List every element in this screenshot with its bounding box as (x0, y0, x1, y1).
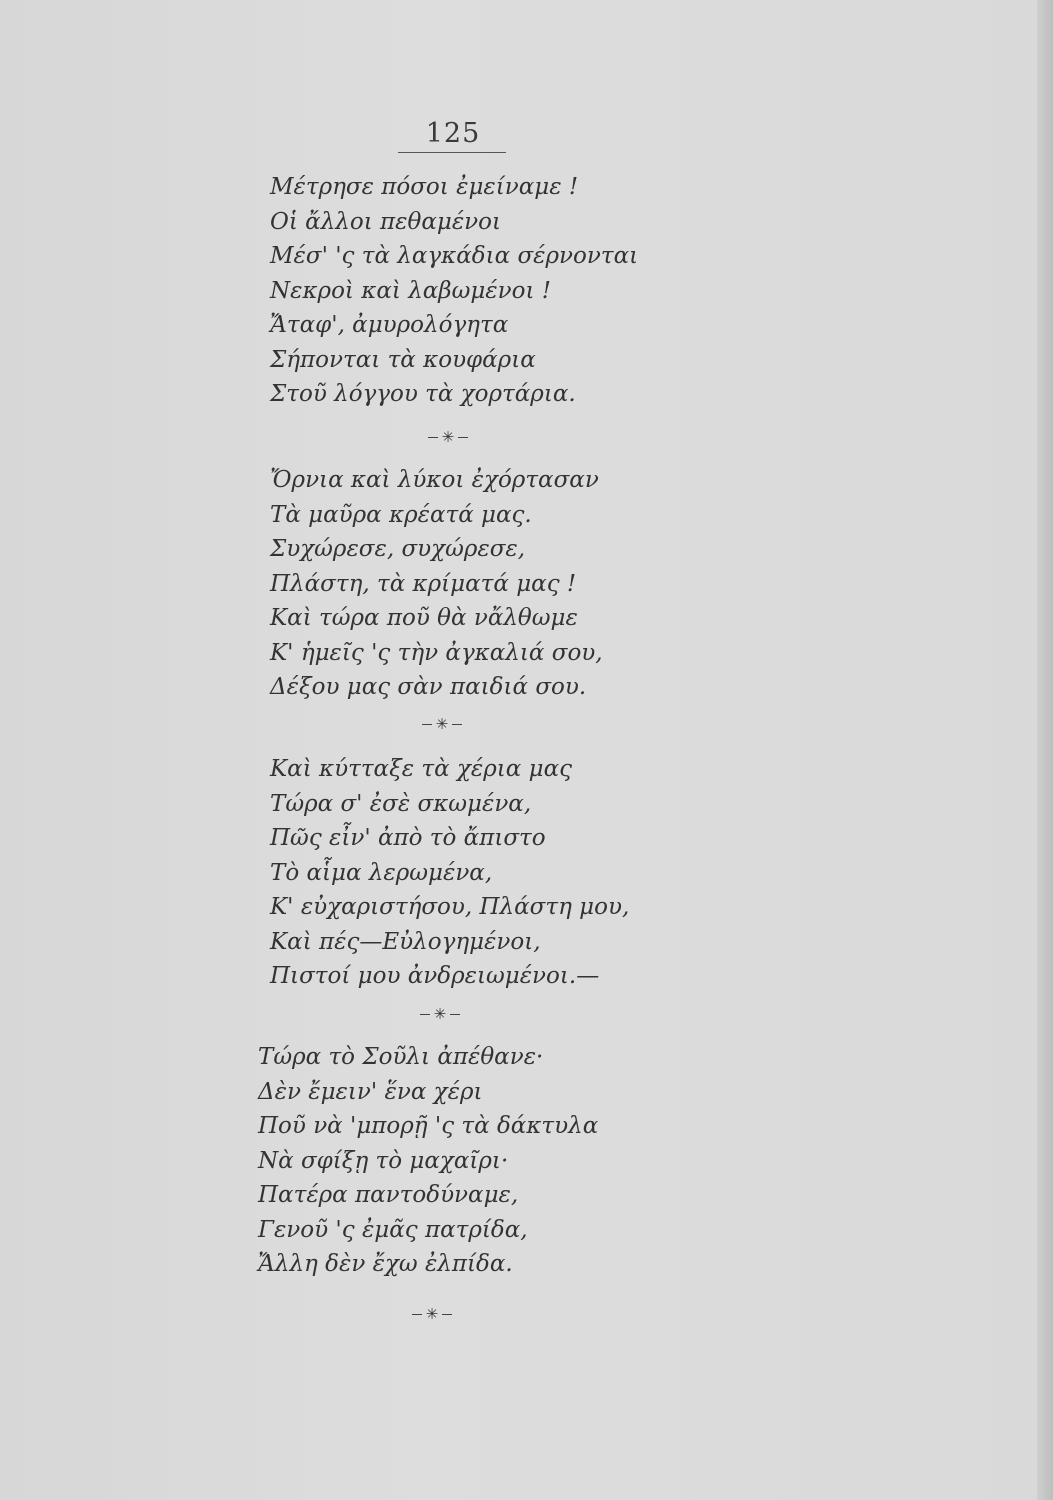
verse-line: Γενοῦ 'ς ἐμᾶς πατρίδα, (258, 1216, 528, 1243)
verse-line: Κ' ἡμεῖς 'ς τὴν ἀγκαλιά σου, (270, 639, 603, 666)
verse-line: Καὶ πές—Εὐλογημένοι, (270, 928, 541, 955)
verse-line: Δέξου μας σὰν παιδιά σου. (270, 674, 587, 700)
verse-line: Ἄταφ', ἀμυρολόγητα (270, 312, 509, 338)
verse-line: Ὄρνια καὶ λύκοι ἐχόρτασαν (270, 467, 599, 493)
verse-line: Τὸ αἷμα λερωμένα, (270, 859, 493, 886)
star-ornament: ✳ (422, 714, 462, 734)
verse-line: Πλάστη, τὰ κρίματά μας ! (270, 570, 577, 597)
verse-line: Πιστοί μου ἀνδρειωμένοι.— (270, 963, 600, 989)
verse-line: Τώρα τὸ Σοῦλι ἀπέθανε· (258, 1044, 544, 1070)
stanza-4 (258, 1040, 678, 1282)
verse-line: Συχώρεσε, συχώρεσε, (270, 536, 526, 562)
verse-line: Καὶ κύτταξε τὰ χέρια μας (270, 756, 572, 782)
star-ornament: ✳ (428, 427, 468, 447)
stanza-3 (270, 752, 690, 994)
page-number-rule (398, 152, 506, 153)
verse-line: Σήπονται τὰ κουφάρια (270, 346, 536, 373)
stanza-1 (270, 170, 690, 412)
page-edge (1037, 0, 1053, 1500)
verse-line: Καὶ τώρα ποῦ θὰ νἄλθωμε (270, 605, 578, 631)
verse-line: Νεκροὶ καὶ λαβωμένοι ! (270, 277, 552, 304)
verse-line: Οἱ ἄλλοι πεθαμένοι (270, 208, 502, 235)
verse-line: Νὰ σφίξῃ τὸ μαχαῖρι· (258, 1147, 509, 1174)
verse-line: Μέσ' 'ς τὰ λαγκάδια σέρνονται (270, 243, 639, 269)
verse-line: Πατέρα παντοδύναμε, (258, 1182, 519, 1208)
page-number: 125 (425, 118, 481, 149)
star-ornament: ✳ (420, 1004, 460, 1024)
verse-line: Πῶς εἶν' ἀπὸ τὸ ἄπιστο (270, 825, 546, 851)
verse-line: Τὰ μαῦρα κρέατά μας. (270, 501, 532, 528)
verse-line: Ἄλλη δὲν ἔχω ἐλπίδα. (258, 1251, 513, 1277)
verse-line: Στοῦ λόγγου τὰ χορτάρια. (270, 381, 576, 407)
verse-line: Μέτρησε πόσοι ἐμείναμε ! (270, 174, 579, 200)
star-ornament: ✳ (412, 1304, 452, 1324)
verse-line: Ποῦ νὰ 'μπορῇ 'ς τὰ δάκτυλα (258, 1113, 599, 1139)
verse-line: Τώρα σ' ἐσὲ σκωμένα, (270, 790, 532, 817)
verse-line: Κ' εὐχαριστήσου, Πλάστη μου, (270, 894, 630, 920)
stanza-2 (270, 463, 690, 705)
verse-line: Δὲν ἔμειν' ἕνα χέρι (258, 1078, 483, 1105)
